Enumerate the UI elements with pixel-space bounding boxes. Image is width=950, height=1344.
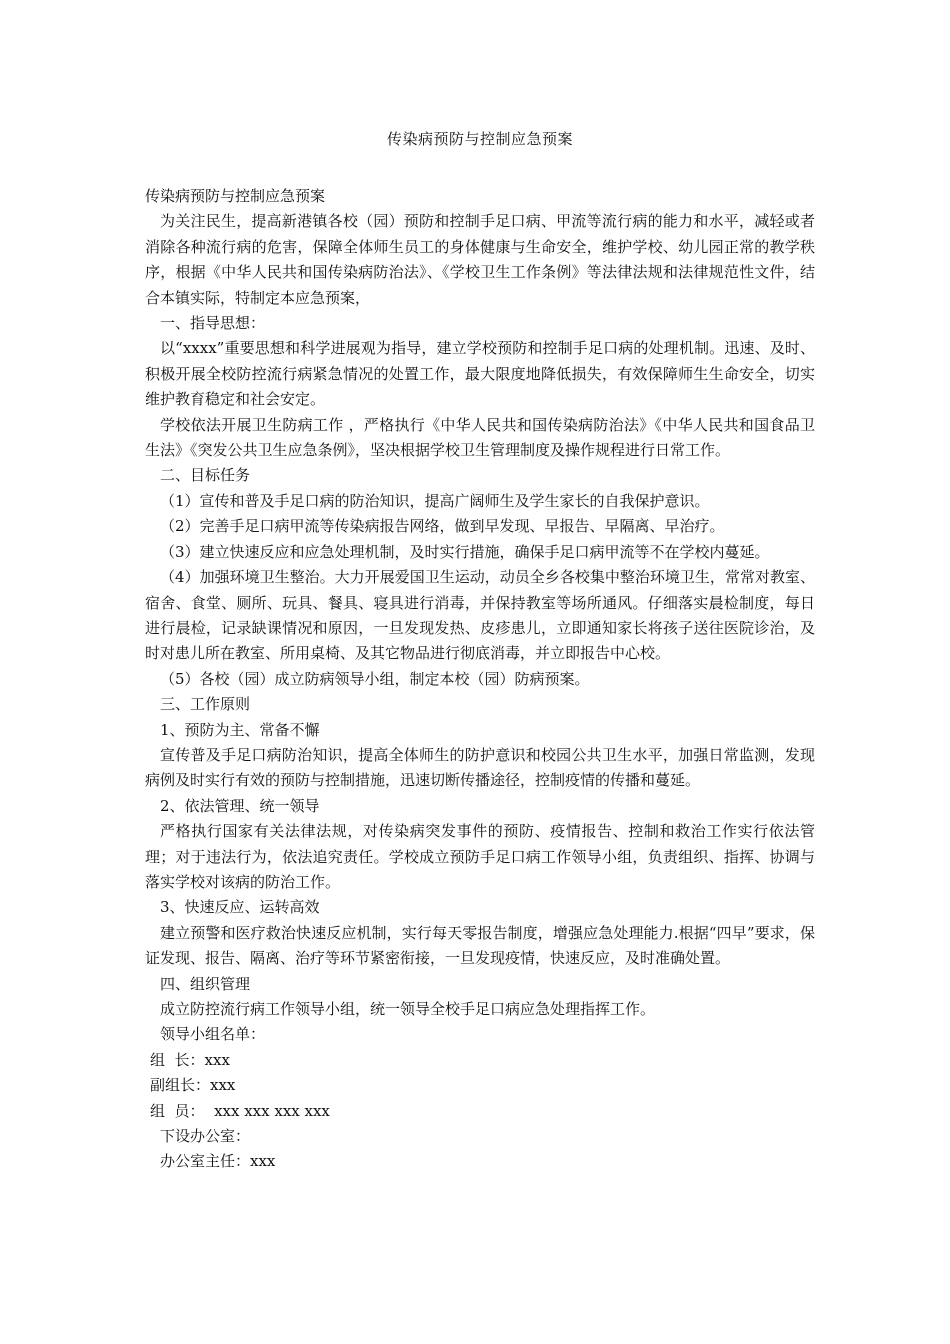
intro-paragraph: 为关注民生，提高新港镇各校（园）预防和控制手足口病、甲流等流行病的能力和水平，减轻或者消除各种流行病的危害，保障全体师生员工的身体健康与生命安全，维护学校、幼儿园正常的教学秩序，根据《中华人民共和国传染病防治法》、《学校卫生工作条例》等法律法规和法律规范性文件，结合本镇实际，特制定本应急预案， bbox=[145, 212, 815, 307]
principle-2-heading: 2、依法管理、统一领导 bbox=[160, 796, 320, 815]
section-2-heading: 二、目标任务 bbox=[160, 466, 251, 485]
principle-1-text: 宣传普及手足口病防治知识，提高全体师生的防护意识和校园公共卫生水平，加强日常监测，发现病例及时实行有效的预防与控制措施，迅速切断传播途径，控制疫情的传播和蔓延。 bbox=[145, 745, 815, 790]
office-director: 办公室主任：xxx bbox=[160, 1152, 276, 1171]
leaders-heading: 领导小组名单： bbox=[160, 1025, 266, 1044]
principle-3-text: 建立预警和医疗救治快速反应机制，实行每天零报告制度，增强应急处理能力.根据“四早”要求，保证发现、报告、隔离、治疗等环节紧密衔接，一旦发现疫情，快速反应，及时准确处置。 bbox=[145, 923, 815, 968]
section-4-heading: 四、组织管理 bbox=[160, 974, 251, 993]
principle-1-heading: 1、预防为主、常备不懈 bbox=[160, 720, 320, 739]
deputy-line: 副组长：xxx bbox=[150, 1076, 236, 1095]
section-2-item: （5）各校（园）成立防病领导小组，制定本校（园）防病预案。 bbox=[160, 669, 590, 688]
section-3-heading: 三、工作原则 bbox=[160, 695, 251, 714]
principle-3-heading: 3、快速反应、运转高效 bbox=[160, 898, 320, 917]
document-title: 传染病预防与控制应急预案 bbox=[386, 130, 573, 148]
leader-line: 组 长：xxx bbox=[150, 1050, 230, 1069]
section-1-paragraph-1: 以“xxxx”重要思想和科学进展观为指导，建立学校预防和控制手足口病的处理机制。迅速、及时、积极开展全校防控流行病紧急情况的处置工作，最大限度地降低损失，有效保障师生生命安全，切实维护教育稳定和社会安定。 bbox=[145, 339, 815, 409]
section-1-paragraph-2: 学校依法开展卫生防病工作 ，严格执行《中华人民共和国传染病防治法》《中华人民共和国食品卫生法》《突发公共卫生应急条例》，坚决根据学校卫生管理制度及操作规程进行日常工作。 bbox=[145, 415, 815, 460]
section-4-text: 成立防控流行病工作领导小组，统一领导全校手足口病应急处理指挥工作。 bbox=[160, 1000, 656, 1018]
principle-2-text: 严格执行国家有关法律法规，对传染病突发事件的预防、疫情报告、控制和救治工作实行依法管理；对于违法行为，依法追究责任。学校成立预防手足口病工作领导小组，负责组织、指挥、协调与落实学校对该病的防治工作。 bbox=[145, 822, 815, 891]
document-subtitle: 传染病预防与控制应急预案 bbox=[145, 187, 326, 205]
document-page bbox=[145, 128, 815, 1175]
section-2-item: （4）加强环境卫生整治。大力开展爱国卫生运动，动员全乡各校集中整治环境卫生，常常对教室、宿舍、食堂、厕所、玩具、餐具、寝具进行消毒，并保持教室等场所通风。仔细落实晨检制度，每日进行晨检，记录缺课情况和原因，一旦发现发热、皮疹患儿，立即通知家长将孩子送往医院诊治，及时对患儿所在教室、所用桌椅、及其它物品进行彻底消毒，并立即报告中心校。 bbox=[145, 568, 815, 663]
section-1-heading: 一、指导思想： bbox=[160, 314, 266, 333]
section-2-item: （2）完善手足口病甲流等传染病报告网络，做到早发现、早报告、早隔离、早治疗。 bbox=[160, 517, 725, 536]
section-2-item: （1）宣传和普及手足口病的防治知识，提高广阔师生及学生家长的自我保护意识。 bbox=[160, 491, 710, 510]
office-heading: 下设办公室： bbox=[160, 1127, 251, 1146]
section-2-item: （3）建立快速反应和应急处理机制，及时实行措施，确保手足口病甲流等不在学校内蔓延。 bbox=[160, 542, 770, 561]
members-line: 组 员： xxx xxx xxx xxx bbox=[150, 1101, 330, 1120]
